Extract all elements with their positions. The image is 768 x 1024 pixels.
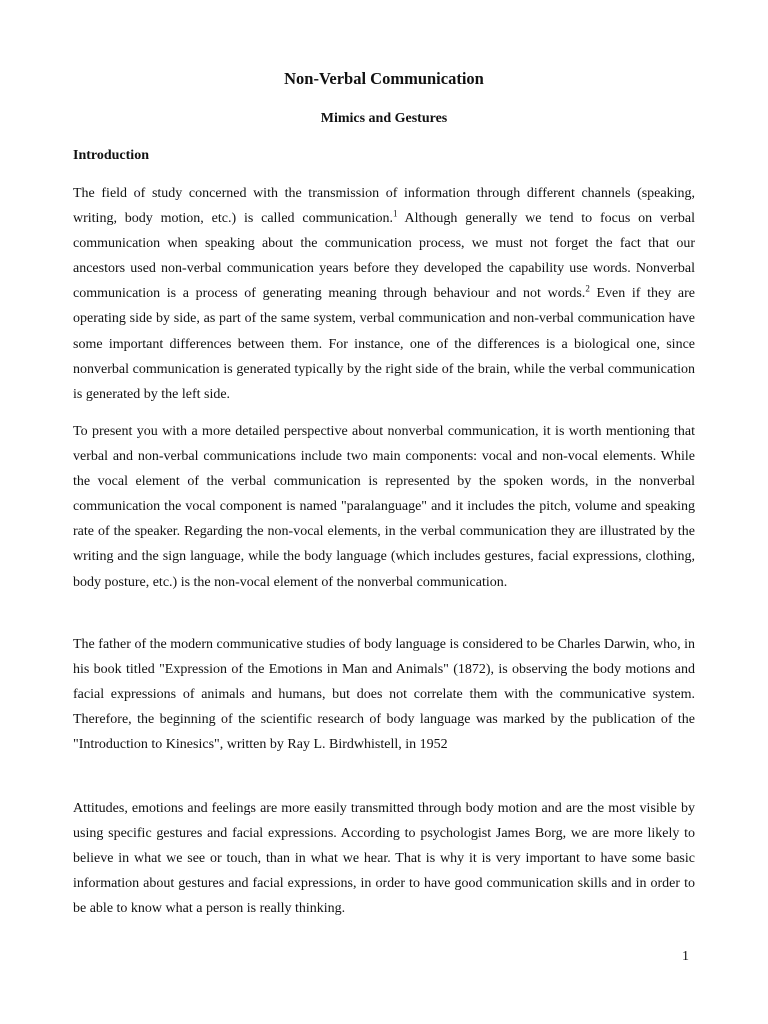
- paragraph-4: Attitudes, emotions and feelings are more easily transmitted through body motion and are the most visible by using specific gestures and facial expressions. According to psychologist James Borg, we are more likely to believe in what we see or touch, than in what we hear. That is why it is very important to have some basic information about gestures and facial expressions, in order to have good communication skills and in order to be able to know what a person is really thinking.: [73, 801, 695, 917]
- paragraph-3: The father of the modern communicative studies of body language is considered to be Charles Darwin, who, in his book titled "Expression of the Emotions in Man and Animals" (1872), is observing the body motions and facial expressions of animals and humans, but does not correlate them with the communicative system. Therefore, the beginning of the scientific research of body language was marked by the publication of the "Introduction to Kinesics", written by Ray L. Birdwhistell, in 1952: [73, 637, 695, 753]
- paragraph-1-text-a: The field of study concerned with the transmission of information through different channels (speaking, writing, body motion, etc.) is called communication.: [73, 186, 695, 227]
- page-number: 1: [682, 949, 689, 964]
- document-subtitle: Mimics and Gestures: [320, 111, 448, 126]
- footnote-marker-1: 1: [392, 208, 398, 219]
- paragraph-1: [73, 181, 695, 407]
- footnote-marker-2: 2: [585, 283, 590, 294]
- paragraph-2: To present you with a more detailed perspective about nonverbal communication, it is worth mentioning that verbal and non-verbal communications include two main components: vocal and non-vocal elements. While the vocal element of the verbal communication is represented by the spoken words, in the nonverbal communication the vocal component is named "paralanguage" and it includes the pitch, volume and speaking rate of the speaker. Regarding the non-vocal elements, in the verbal communication they are illustrated by the writing and the sign language, while the body language (which includes gestures, facial expressions, clothing, body posture, etc.) is the non-vocal element of the nonverbal communication.: [73, 424, 695, 590]
- paragraph-1-text-c: Even if they are operating side by side, as part of the same system, verbal communication and non-verbal communication have some important differences between them. For instance, one of the differences is a biological one, since nonverbal communication is generated typically by the right side of the brain, while the verbal communication is generated by the left side.: [73, 286, 696, 402]
- paragraph-1-text-b: Although generally we tend to focus on verbal communication when speaking about the communication process, we must not forget the fact that our ancestors used non-verbal communication years before they developed the capability use words. Nonverbal communication is a process of generating meaning through behaviour and not words.: [73, 211, 695, 302]
- document-title: Non-Verbal Communication: [284, 69, 484, 88]
- section-heading: Introduction: [73, 148, 149, 163]
